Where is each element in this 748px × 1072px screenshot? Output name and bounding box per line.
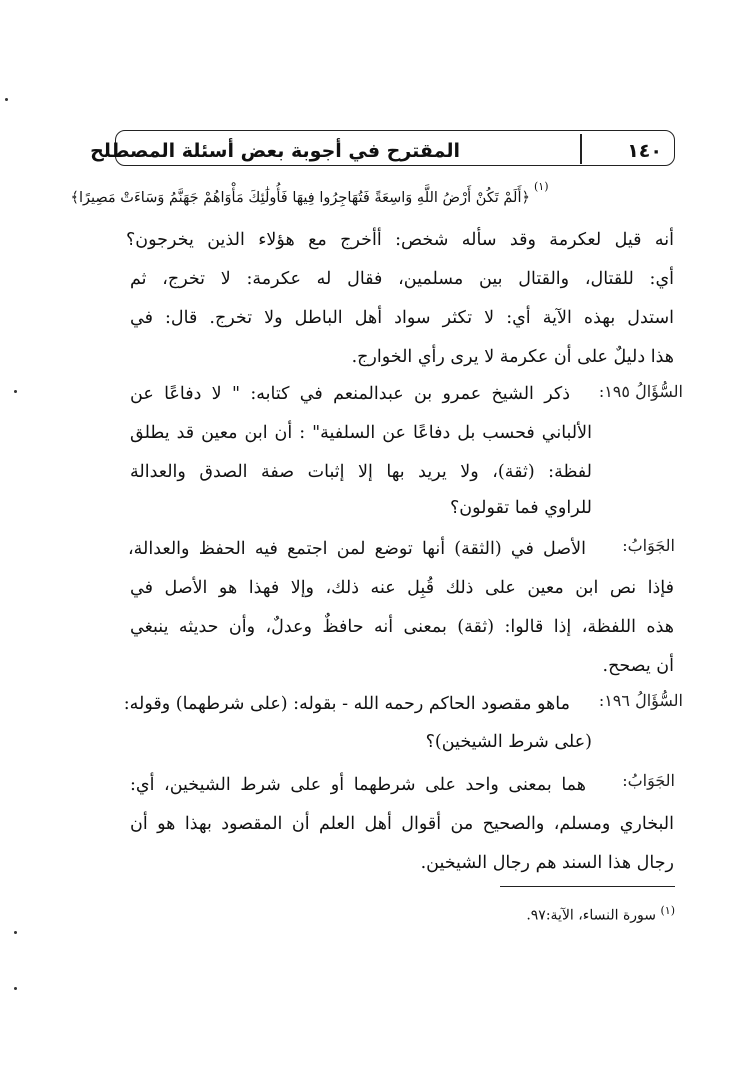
running-header-title: المقترح في أجوبة بعض أسئلة المصطلح bbox=[90, 140, 460, 162]
paragraph-line: أي: للقتال، والقتال بين مسلمين، فقال له عكرمة: لا تخرج، ثم bbox=[130, 269, 674, 289]
answer-label: الجَوَابُ: bbox=[622, 771, 675, 790]
footnote-marker: (١) bbox=[660, 904, 675, 917]
footnote-text: سورة النساء، الآية:٩٧. bbox=[526, 907, 657, 924]
question-label: السُّؤَالُ ١٩٦: bbox=[598, 691, 683, 710]
footnote bbox=[430, 904, 675, 924]
quran-verse: ﴿أَلَمْ تَكُنْ أَرْضُ اللَّهِ وَاسِعَةً فَتُهَاجِرُوا فِيهَا فَأُولَٰئِكَ مَأْوَاهُمْ جَهَنَّمُ وَسَاءَتْ مَصِيرًا﴾ bbox=[70, 190, 530, 206]
answer-line: فإذا نص ابن معين على ذلك قُبِل عنه ذلك، وإلا فهذا هو الأصل في bbox=[130, 578, 674, 598]
paragraph-line: هذا دليلٌ على أن عكرمة لا يرى رأي الخوارج. bbox=[351, 347, 674, 367]
question-line: لفظة: (ثقة)، ولا يريد بها إلا إثبات صفة الصدق والعدالة bbox=[130, 462, 592, 482]
question-line: للراوي فما تقولون؟ bbox=[449, 498, 592, 518]
scan-speck bbox=[5, 98, 8, 101]
paragraph-line: أنه قيل لعكرمة وقد سأله شخص: أأخرج مع هؤلاء الذين يخرجون؟ bbox=[126, 230, 674, 250]
header-divider bbox=[580, 134, 582, 164]
footnote-separator bbox=[500, 886, 675, 887]
answer-line: البخاري ومسلم، والصحيح من أقوال أهل العلم أن المقصود بهذا هو أن bbox=[130, 814, 674, 834]
question-label: السُّؤَالُ ١٩٥: bbox=[598, 382, 683, 401]
question-line: الألباني فحسب بل دفاعًا عن السلفية" : أن ابن معين قد يطلق bbox=[130, 423, 592, 443]
scan-speck bbox=[14, 931, 17, 934]
question-line: ذكر الشيخ عمرو بن عبدالمنعم في كتابه: " لا دفاعًا عن bbox=[130, 384, 570, 404]
answer-line: الأصل في (الثقة) أنها توضع لمن اجتمع فيه الحفظ والعدالة، bbox=[128, 539, 586, 559]
question-line: ماهو مقصود الحاكم رحمه الله - بقوله: (على شرطهما) وقوله: bbox=[123, 694, 570, 714]
answer-line: هذه اللفظة، إذا قالوا: (ثقة) بمعنى أنه حافظٌ وعدلٌ، وأن حديثه ينبغي bbox=[130, 617, 674, 637]
answer-line: أن يصحح. bbox=[602, 656, 674, 676]
page-number: ١٤٠ bbox=[627, 140, 662, 162]
verse-footnote-marker: (١) bbox=[534, 180, 549, 193]
answer-line: رجال هذا السند هم رجال الشيخين. bbox=[420, 853, 674, 873]
paragraph-line: استدل بهذه الآية أي: لا تكثر سواد أهل الباطل ولا تخرج. قال: في bbox=[130, 308, 674, 328]
scan-speck bbox=[14, 390, 17, 393]
answer-label: الجَوَابُ: bbox=[622, 536, 675, 555]
question-line: (على شرط الشيخين)؟ bbox=[425, 732, 592, 752]
answer-line: هما بمعنى واحد على شرطهما أو على شرط الشيخين، أي: bbox=[130, 775, 586, 795]
scan-speck bbox=[14, 987, 17, 990]
